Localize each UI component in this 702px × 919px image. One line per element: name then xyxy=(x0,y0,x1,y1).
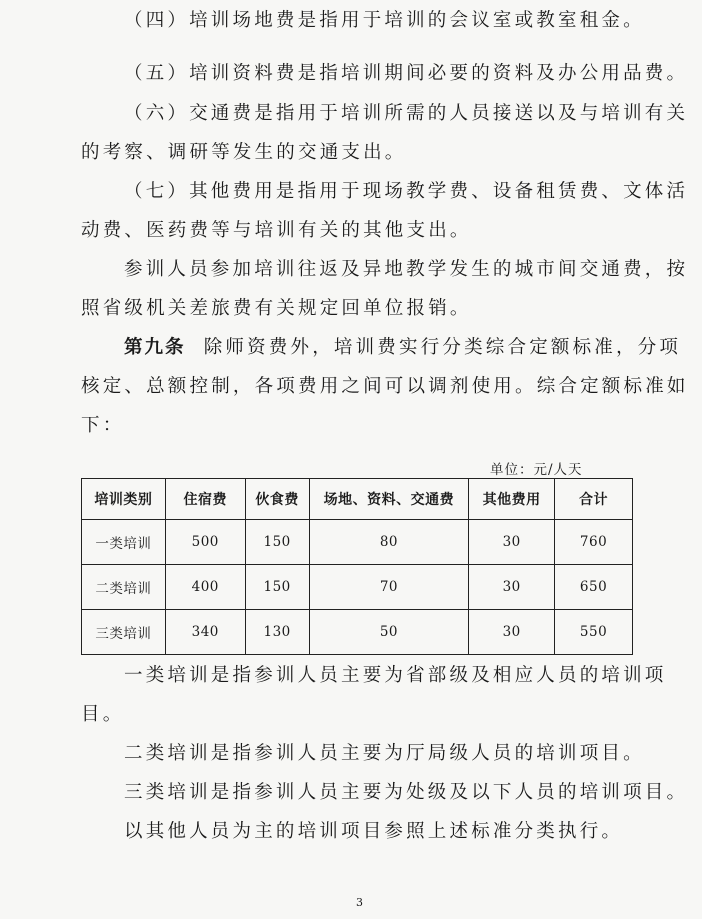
paragraph-other-fee-line2: 动费、医药费等与培训有关的其他支出。 xyxy=(81,220,472,241)
cell-lodging: 500 xyxy=(165,520,245,565)
cell-venue: 50 xyxy=(309,610,469,655)
cell-other: 30 xyxy=(469,565,555,610)
cell-meals: 150 xyxy=(245,520,309,565)
note-class-one-line1: 一类培训是指参训人员主要为省部级及相应人员的培训项 xyxy=(124,665,667,686)
fee-standard-table xyxy=(81,478,633,655)
unit-note: 单位：元/人天 xyxy=(490,462,583,478)
cell-venue: 80 xyxy=(309,520,469,565)
header-meals: 伙食费 xyxy=(245,479,309,520)
cell-category: 三类培训 xyxy=(82,610,166,655)
table-row xyxy=(82,520,633,565)
cell-total: 650 xyxy=(555,565,633,610)
cell-lodging: 340 xyxy=(165,610,245,655)
cell-other: 30 xyxy=(469,520,555,565)
page-number: 3 xyxy=(356,896,363,909)
table-row xyxy=(82,610,633,655)
article-nine-line2: 核定、总额控制，各项费用之间可以调剂使用。综合定额标准如 xyxy=(81,376,689,397)
cell-lodging: 400 xyxy=(165,565,245,610)
article-nine-line1 xyxy=(124,336,681,360)
paragraph-travel-line2: 照省级机关差旅费有关规定回单位报销。 xyxy=(81,298,472,319)
cell-venue: 70 xyxy=(309,565,469,610)
article-nine-title: 第九条 xyxy=(124,337,186,358)
note-other-personnel: 以其他人员为主的培训项目参照上述标准分类执行。 xyxy=(124,821,624,842)
note-class-one-line2: 目。 xyxy=(81,704,125,725)
paragraph-travel-line1: 参训人员参加培训往返及异地教学发生的城市间交通费，按 xyxy=(124,259,689,280)
header-total: 合计 xyxy=(555,479,633,520)
paragraph-materials-fee: （五）培训资料费是指培训期间必要的资料及办公用品费。 xyxy=(124,63,689,84)
article-nine-line3: 下： xyxy=(81,415,125,436)
header-category: 培训类别 xyxy=(82,479,166,520)
cell-category: 二类培训 xyxy=(82,565,166,610)
cell-total: 760 xyxy=(555,520,633,565)
header-venue-materials-transport: 场地、资料、交通费 xyxy=(309,479,469,520)
cell-total: 550 xyxy=(555,610,633,655)
cell-meals: 130 xyxy=(245,610,309,655)
cell-meals: 150 xyxy=(245,565,309,610)
note-class-three: 三类培训是指参训人员主要为处级及以下人员的培训项目。 xyxy=(124,782,689,803)
cell-category: 一类培训 xyxy=(82,520,166,565)
note-class-two: 二类培训是指参训人员主要为厅局级人员的培训项目。 xyxy=(124,743,645,764)
cell-other: 30 xyxy=(469,610,555,655)
paragraph-transport-fee-line1: （六）交通费是指用于培训所需的人员接送以及与培训有关 xyxy=(124,103,689,124)
paragraph-transport-fee-line2: 的考察、调研等发生的交通支出。 xyxy=(81,142,407,163)
paragraph-venue-fee: （四）培训场地费是指用于培训的会议室或教室租金。 xyxy=(124,10,645,31)
article-nine-text: 除师资费外，培训费实行分类综合定额标准，分项 xyxy=(203,337,682,358)
table-header-row xyxy=(82,479,633,520)
header-other: 其他费用 xyxy=(469,479,555,520)
header-lodging: 住宿费 xyxy=(165,479,245,520)
table-row xyxy=(82,565,633,610)
paragraph-other-fee-line1: （七）其他费用是指用于现场教学费、设备租赁费、文体活 xyxy=(124,181,689,202)
